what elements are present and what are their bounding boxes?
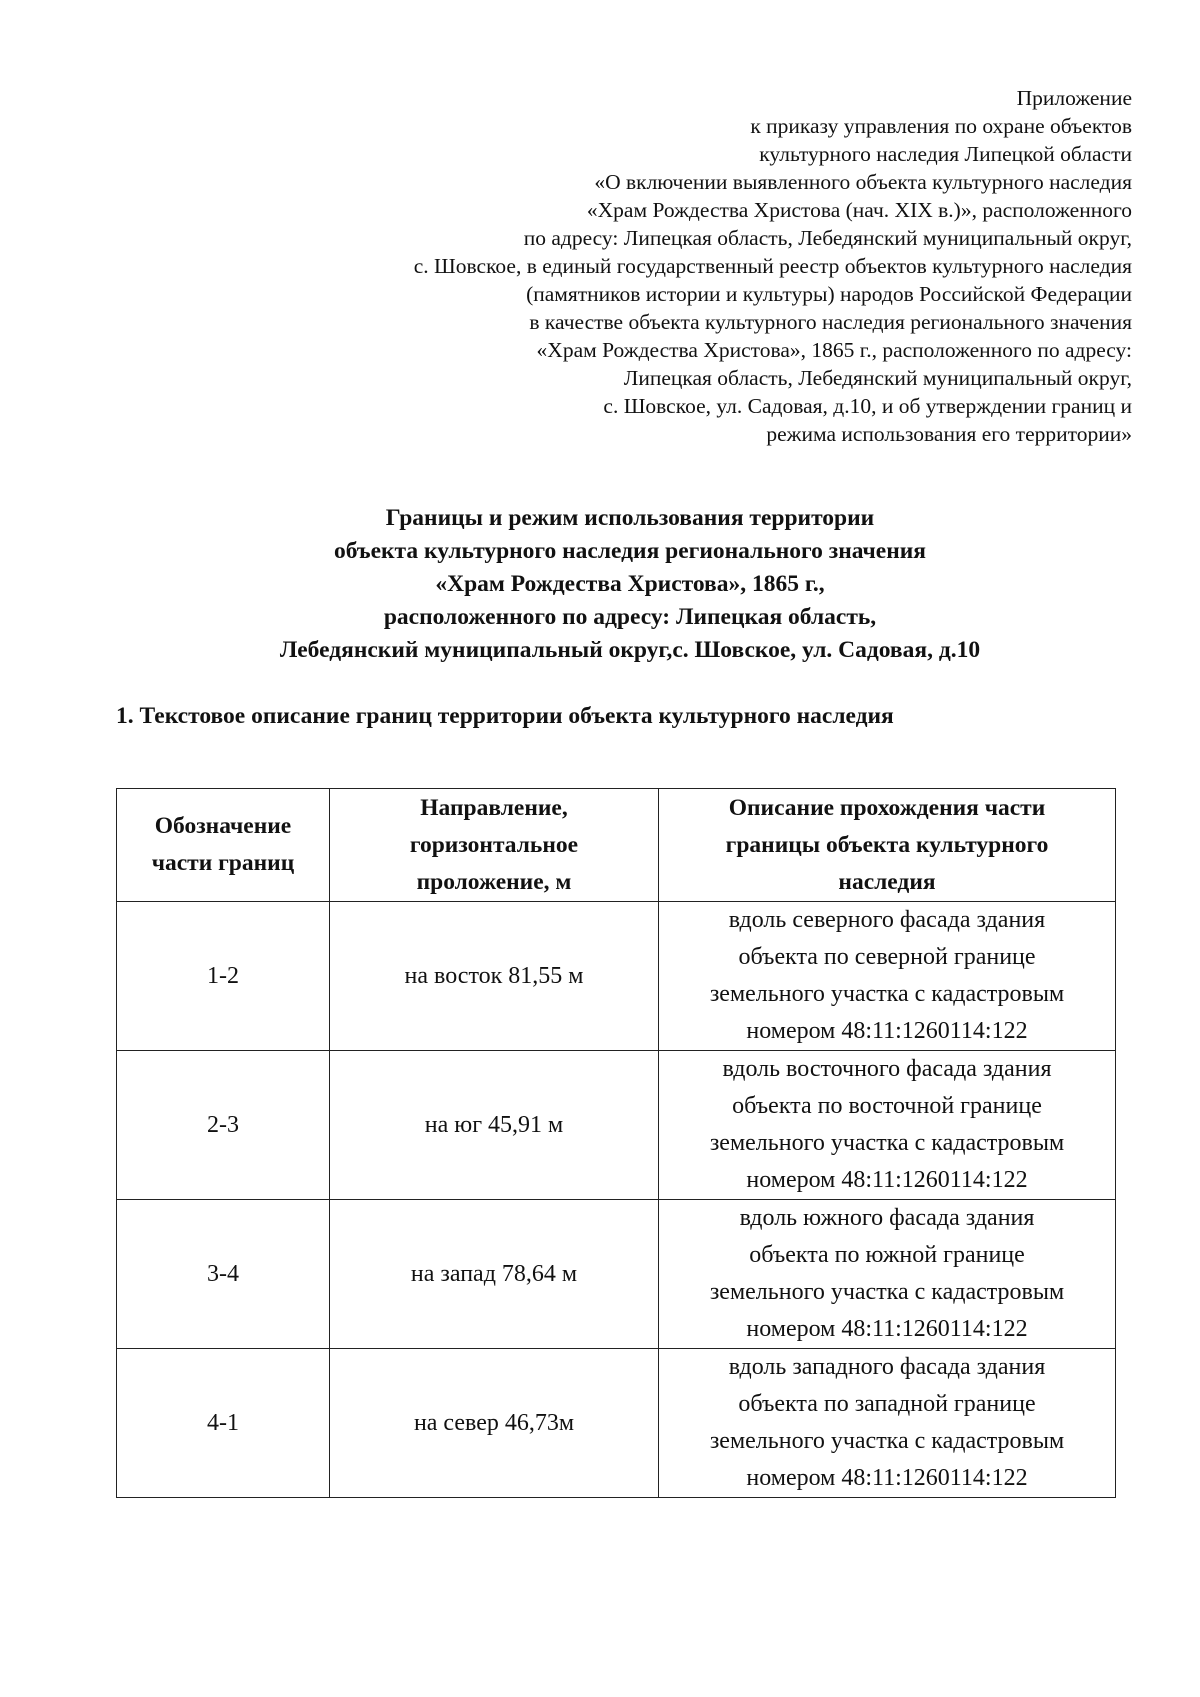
cell-part: 1-2 — [117, 902, 330, 1051]
appendix-line: культурного наследия Липецкой области — [759, 142, 1132, 166]
table-row — [117, 1200, 1116, 1349]
cell-direction: на запад 78,64 м — [330, 1200, 659, 1349]
appendix-line: по адресу: Липецкая область, Лебедянский муниципальный округ, — [523, 226, 1132, 250]
header-part: Обозначение части границ — [117, 789, 330, 902]
title-line: Лебедянский муниципальный округ,с. Шовское, ул. Садовая, д.10 — [279, 637, 981, 663]
table-header-row — [117, 789, 1116, 902]
appendix-header — [232, 84, 1132, 448]
appendix-line: с. Шовское, ул. Садовая, д.10, и об утверждении границ и — [603, 394, 1132, 418]
appendix-line: с. Шовское, в единый государственный реестр объектов культурного наследия — [413, 254, 1132, 278]
appendix-line: в качестве объекта культурного наследия регионального значения — [529, 310, 1132, 334]
cell-direction: на юг 45,91 м — [330, 1051, 659, 1200]
cell-direction: на север 46,73м — [330, 1349, 659, 1498]
cell-part: 2-3 — [117, 1051, 330, 1200]
table-row — [117, 1349, 1116, 1498]
table-row — [117, 902, 1116, 1051]
appendix-line: «Храм Рождества Христова (нач. XIX в.)», расположенного — [586, 198, 1132, 222]
cell-direction: на восток 81,55 м — [330, 902, 659, 1051]
cell-description: вдоль восточного фасада здания объекта по восточной границе земельного участка с кадастровым номером 48:11:1260114:122 — [659, 1051, 1116, 1200]
appendix-line: к приказу управления по охране объектов — [750, 114, 1132, 138]
title-line: объекта культурного наследия регионального значения — [333, 538, 927, 564]
cell-part: 4-1 — [117, 1349, 330, 1498]
title-line: расположенного по адресу: Липецкая область, — [383, 604, 877, 630]
appendix-line: «Храм Рождества Христова», 1865 г., расположенного по адресу: — [536, 338, 1132, 362]
header-description: Описание прохождения части границы объекта культурного наследия — [659, 789, 1116, 902]
appendix-line: Липецкая область, Лебедянский муниципальный округ, — [623, 366, 1132, 390]
boundaries-table — [116, 788, 1116, 1498]
table-row — [117, 1051, 1116, 1200]
cell-part: 3-4 — [117, 1200, 330, 1349]
cell-description: вдоль северного фасада здания объекта по северной границе земельного участка с кадастровым номером 48:11:1260114:122 — [659, 902, 1116, 1051]
title-line: «Храм Рождества Христова», 1865 г., — [435, 571, 825, 597]
title-line: Границы и режим использования территории — [385, 505, 875, 531]
appendix-line: (памятников истории и культуры) народов Российской Федерации — [526, 282, 1132, 306]
header-direction: Направление, горизонтальное проложение, м — [330, 789, 659, 902]
cell-description: вдоль южного фасада здания объекта по южной границе земельного участка с кадастровым номером 48:11:1260114:122 — [659, 1200, 1116, 1349]
document-title — [0, 502, 1200, 667]
appendix-line: Приложение — [1016, 86, 1132, 110]
appendix-line: режима использования его территории» — [766, 422, 1132, 446]
appendix-line: «О включении выявленного объекта культурного наследия — [594, 170, 1132, 194]
cell-description: вдоль западного фасада здания объекта по западной границе земельного участка с кадастровым номером 48:11:1260114:122 — [659, 1349, 1116, 1498]
section-heading: 1. Текстовое описание границ территории объекта культурного наследия — [116, 703, 894, 729]
